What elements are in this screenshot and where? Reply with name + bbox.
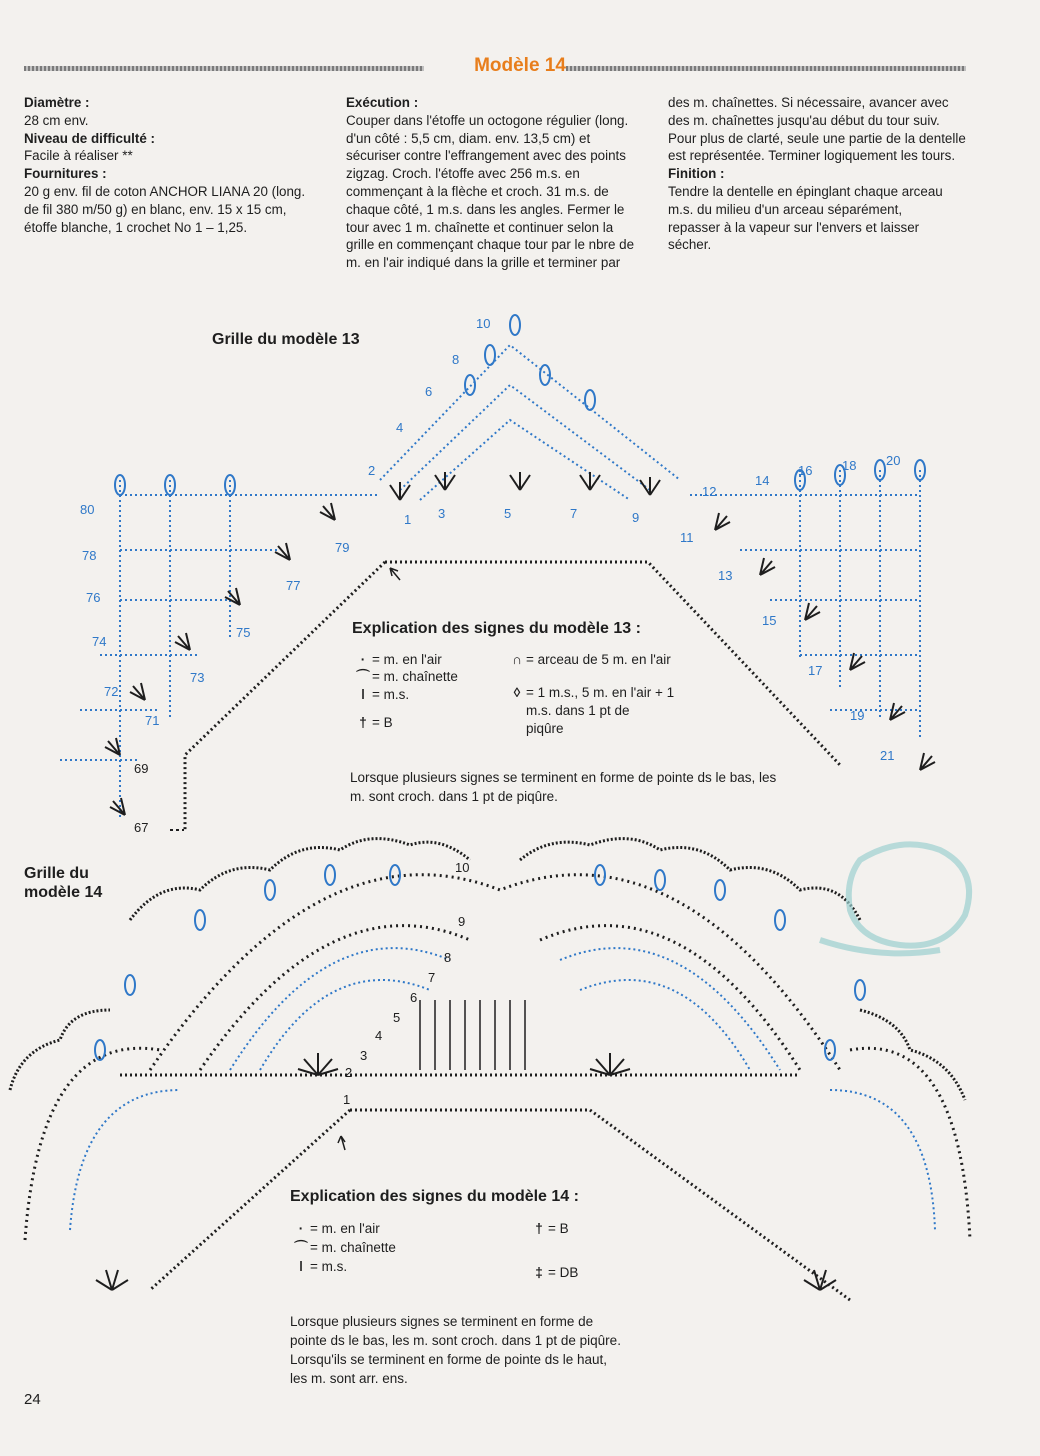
grid13-row-number: 77	[286, 578, 301, 593]
grid14-note-line: les m. sont arr. ens.	[290, 1371, 408, 1386]
grid13-diagram	[0, 300, 1040, 845]
double-treble-icon: ‡	[535, 1265, 543, 1280]
slip-stitch-icon: ⌒	[294, 1240, 308, 1255]
grid13-legend-item: ∩ = arceau de 5 m. en l'air	[508, 651, 671, 668]
grid13-legend-item: · = m. en l'air	[354, 651, 442, 668]
grid13-title: Grille du modèle 13	[212, 331, 360, 348]
finition-line: sécher.	[668, 237, 712, 253]
execution-column	[346, 94, 642, 272]
grid14-row-number: 1	[343, 1092, 351, 1107]
niveau-label: Niveau de difficulté :	[24, 130, 155, 146]
grid13-row-number: 12	[702, 484, 717, 499]
slip-stitch-icon: ⌒	[356, 669, 370, 684]
execution-cont-line: est représentée. Terminer logiquement les tours.	[668, 148, 956, 164]
fournitures-line: 20 g env. fil de coton ANCHOR LIANA 20 (long.	[24, 183, 306, 199]
grid14-legend-item: † = B	[530, 1220, 569, 1237]
grid13-row-number: 8	[452, 352, 460, 367]
grid13-legend-item: m.s. dans 1 pt de	[526, 703, 630, 718]
grid13-note-line: m. sont croch. dans 1 pt de piqûre.	[350, 789, 558, 804]
grid13-row-number: 2	[368, 463, 376, 478]
niveau-value: Facile à réaliser **	[24, 148, 133, 164]
grid14-legend-item: · = m. en l'air	[292, 1220, 380, 1237]
execution-cont-line: des m. chaînettes jusqu'au début du tour suiv.	[668, 112, 940, 128]
grid13-row-number: 75	[236, 625, 251, 640]
fournitures-line: étoffe blanche, 1 crochet No 1 – 1,25.	[24, 219, 248, 235]
grid13-note	[350, 768, 830, 806]
grid13-row-number: 11	[680, 530, 694, 545]
grid13-legend-item: † = B	[354, 714, 393, 731]
execution-line: chaque côté, 1 m.s. dans les angles. Fermer le	[346, 201, 625, 217]
execution-line: zigzag. Croch. l'étoffe avec 256 m.s. en	[346, 166, 580, 182]
grid13-row-number: 72	[104, 684, 119, 699]
grid13-row-number: 9	[632, 510, 640, 525]
grid13-legend-title: Explication des signes du modèle 13 :	[352, 620, 641, 637]
execution-line: m. en l'air indiqué dans la grille et terminer par	[346, 255, 621, 271]
grid13-row-number: 1	[404, 512, 412, 527]
materials-column	[24, 94, 324, 236]
grid14-legend-item: ⌒ = m. chaînette	[292, 1239, 396, 1256]
grid13-row-number: 5	[504, 506, 512, 521]
grid13-row-number: 6	[425, 384, 433, 399]
execution-line: sécuriser contre l'effrangement avec des points	[346, 148, 626, 164]
treble-icon: †	[359, 715, 367, 730]
fournitures-label: Fournitures :	[24, 166, 107, 182]
grid14-legend-item: ‡ = DB	[530, 1264, 578, 1281]
grid13-row-number: 76	[86, 590, 101, 605]
fournitures-line: de fil 380 m/50 g) en blanc, env. 15 x 15 cm,	[24, 201, 287, 217]
grid14-note-line: pointe ds le bas, les m. sont croch. dans 1 pt de piqûre.	[290, 1333, 621, 1348]
execution-line: grille en commençant chaque tour par le nbre de	[346, 237, 635, 253]
grid13-row-number: 4	[396, 420, 404, 435]
execution-cont-line: des m. chaînettes. Si nécessaire, avancer avec	[668, 95, 949, 110]
finition-line: repasser à la vapeur sur l'envers et laisser	[668, 219, 920, 235]
grid13-row-number: 10	[476, 316, 491, 331]
grid13-legend-item: ⌒ = m. chaînette	[354, 668, 458, 685]
single-crochet-icon: ǀ	[361, 687, 365, 702]
grid13-row-number: 16	[798, 463, 813, 478]
grid14-diagram	[0, 830, 1040, 1310]
chain-stitch-icon: ·	[298, 1221, 304, 1236]
grid13-legend-item: ◊ = 1 m.s., 5 m. en l'air + 1	[508, 684, 674, 701]
grid14-row-number: 2	[345, 1065, 353, 1080]
grid13-note-line: Lorsque plusieurs signes se terminent en forme de pointe ds le bas, les	[350, 770, 777, 785]
grid14-row-number: 3	[360, 1048, 368, 1063]
grid14-row-number: 9	[458, 914, 466, 929]
grid14-title: Grille du modèle 14	[24, 865, 103, 901]
grid14-note-line: Lorsque plusieurs signes se terminent en forme de	[290, 1314, 594, 1329]
grid13-row-number: 3	[438, 506, 446, 521]
grid13-row-number: 67	[134, 820, 149, 835]
execution-cont-column	[668, 94, 968, 254]
grid14-row-number: 7	[428, 970, 436, 985]
grid13-legend-item: ǀ = m.s.	[354, 686, 409, 703]
grid13-row-number: 71	[145, 713, 160, 728]
grid13-row-number: 15	[762, 613, 777, 628]
arch-icon: ∩	[512, 652, 522, 667]
execution-cont-line: Pour plus de clarté, seule une partie de la dentelle	[668, 130, 966, 146]
grid13-row-number: 80	[80, 502, 95, 517]
diametre-value: 28 cm env.	[24, 112, 89, 128]
finition-line: m.s. du milieu d'un arceau séparément,	[668, 201, 903, 217]
grid14-row-number: 6	[410, 990, 418, 1005]
grid13-row-number: 20	[886, 453, 901, 468]
grid13-row-number: 78	[82, 548, 97, 563]
picot-icon: ◊	[513, 685, 521, 700]
grid13-row-number: 14	[755, 473, 770, 488]
execution-line: commençant à la flèche et croch. 31 m.s. de	[346, 183, 609, 199]
grid13-row-number: 17	[808, 663, 823, 678]
page-number: 24	[24, 1391, 41, 1408]
grid14-note	[290, 1312, 670, 1388]
chain-stitch-icon: ·	[360, 652, 366, 667]
grid13-row-number: 18	[842, 458, 857, 473]
grid13-row-number: 73	[190, 670, 205, 685]
page-title: Modèle 14	[474, 55, 566, 76]
grid14-row-number: 8	[444, 950, 452, 965]
grid13-row-number: 74	[92, 634, 107, 649]
grid14-note-line: Lorsqu'ils se terminent en forme de pointe ds le haut,	[290, 1352, 608, 1367]
grid13-row-number: 7	[570, 506, 578, 521]
grid13-row-number: 19	[850, 708, 865, 723]
finition-line: Tendre la dentelle en épinglant chaque arceau	[668, 183, 943, 199]
treble-icon: †	[535, 1221, 543, 1236]
finition-label: Finition :	[668, 166, 725, 182]
grid14-row-number: 5	[393, 1010, 401, 1025]
execution-line: d'un côté : 5,5 cm, diam. env. 13,5 cm) et	[346, 130, 591, 146]
grid13-row-number: 79	[335, 540, 350, 555]
grid14-row-number: 10	[455, 860, 470, 875]
grid14-row-number: 4	[375, 1028, 383, 1043]
grid14-legend-item: ǀ = m.s.	[292, 1258, 347, 1275]
grid13-row-number: 21	[880, 748, 895, 763]
execution-line: Couper dans l'étoffe un octogone régulier (long.	[346, 112, 629, 128]
diametre-label: Diamètre :	[24, 95, 90, 110]
execution-label: Exécution :	[346, 95, 419, 110]
grid14-legend-title: Explication des signes du modèle 14 :	[290, 1188, 579, 1205]
grid13-legend-item: piqûre	[526, 721, 564, 736]
grid13-row-number: 69	[134, 761, 149, 776]
execution-line: tour avec 1 m. chaînette et continuer selon la	[346, 219, 614, 235]
single-crochet-icon: ǀ	[299, 1259, 303, 1274]
grid13-row-number: 13	[718, 568, 733, 583]
